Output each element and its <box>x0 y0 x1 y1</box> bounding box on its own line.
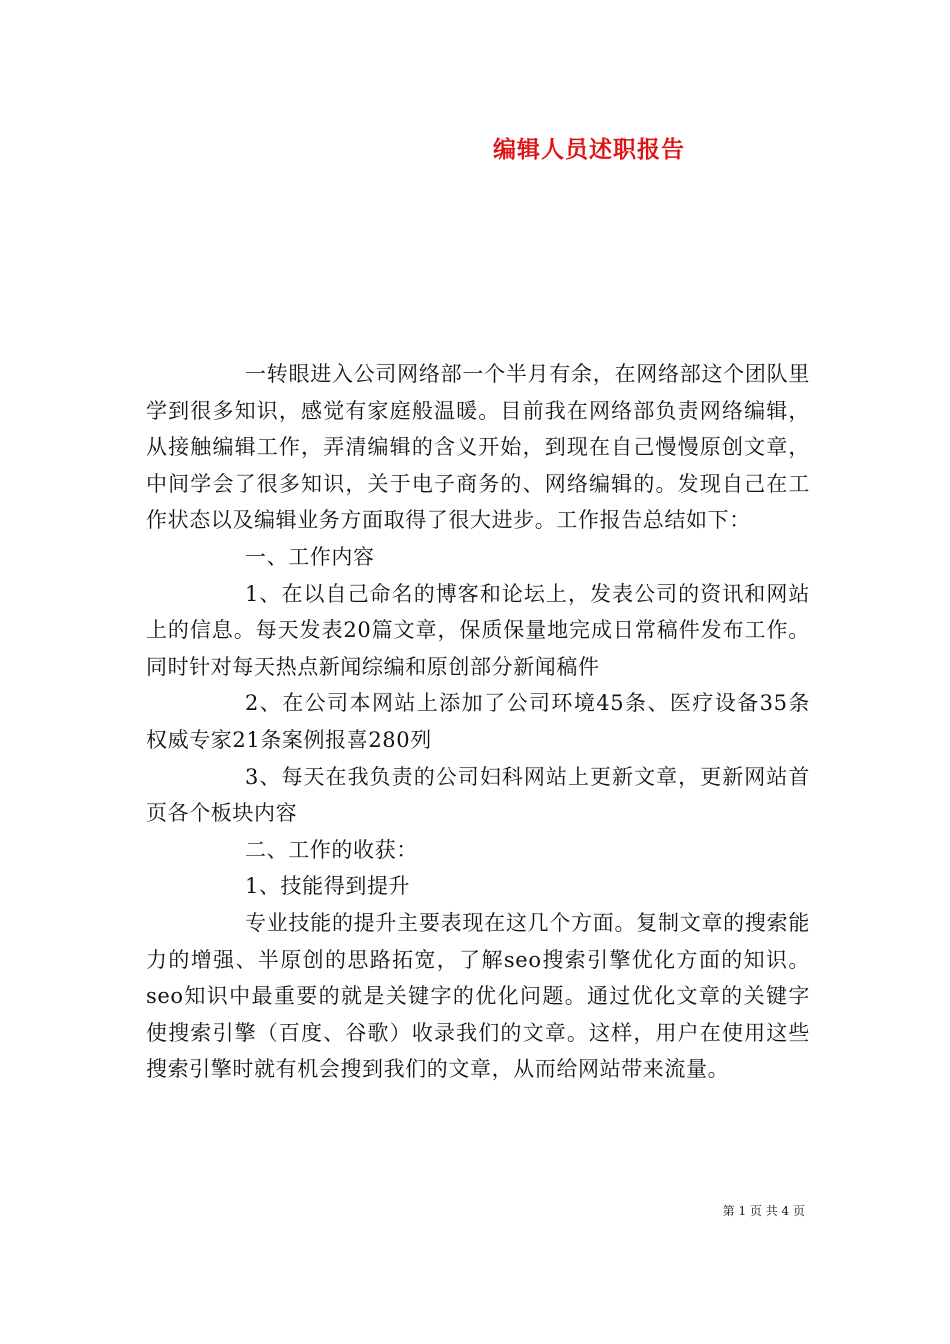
document-body <box>146 356 810 1088</box>
section-heading-gains: 二、工作的收获： <box>245 837 418 862</box>
page-number-footer: 第 1 页 共 4 页 <box>722 1204 805 1218</box>
document-title: 编辑人员述职报告 <box>493 136 685 163</box>
gain-item-1-heading: 1、技能得到提升 <box>245 874 411 899</box>
section-heading-work-content: 一、工作内容 <box>245 544 375 569</box>
paragraph-intro: 一转眼进入公司网络部一个半月有余，在网络部这个团队里学到很多知识，感觉有家庭般温暖。目前我在网络部负责网络编辑，从接触编辑工作，弄清编辑的含义开始，到现在自己慢慢原创文章，中间学会了很多知识，关于电子商务的、网络编辑的。发现自己在工作状态以及编辑业务方面取得了很大进步。工作报告总结如下： <box>146 362 810 533</box>
work-item-3: 3、每天在我负责的公司妇科网站上更新文章，更新网站首页各个板块内容 <box>146 764 810 826</box>
paragraph-skills: 专业技能的提升主要表现在这几个方面。复制文章的搜索能力的增强、半原创的思路拓宽，了解seo搜索引擎优化方面的知识。seo知识中最重要的就是关键字的优化问题。通过优化文章的关键字使搜索引擎（百度、谷歌）收录我们的文章。这样，用户在使用这些搜索引擎时就有机会搜到我们的文章，从而给网站带来流量。 <box>146 910 810 1082</box>
work-item-2: 2、在公司本网站上添加了公司环境45条、医疗设备35条权威专家21条案例报喜280列 <box>146 691 810 752</box>
work-item-1: 1、在以自己命名的博客和论坛上，发表公司的资讯和网站上的信息。每天发表20篇文章，保质保量地完成日常稿件发布工作。同时针对每天热点新闻综编和原创部分新闻稿件 <box>146 581 810 679</box>
